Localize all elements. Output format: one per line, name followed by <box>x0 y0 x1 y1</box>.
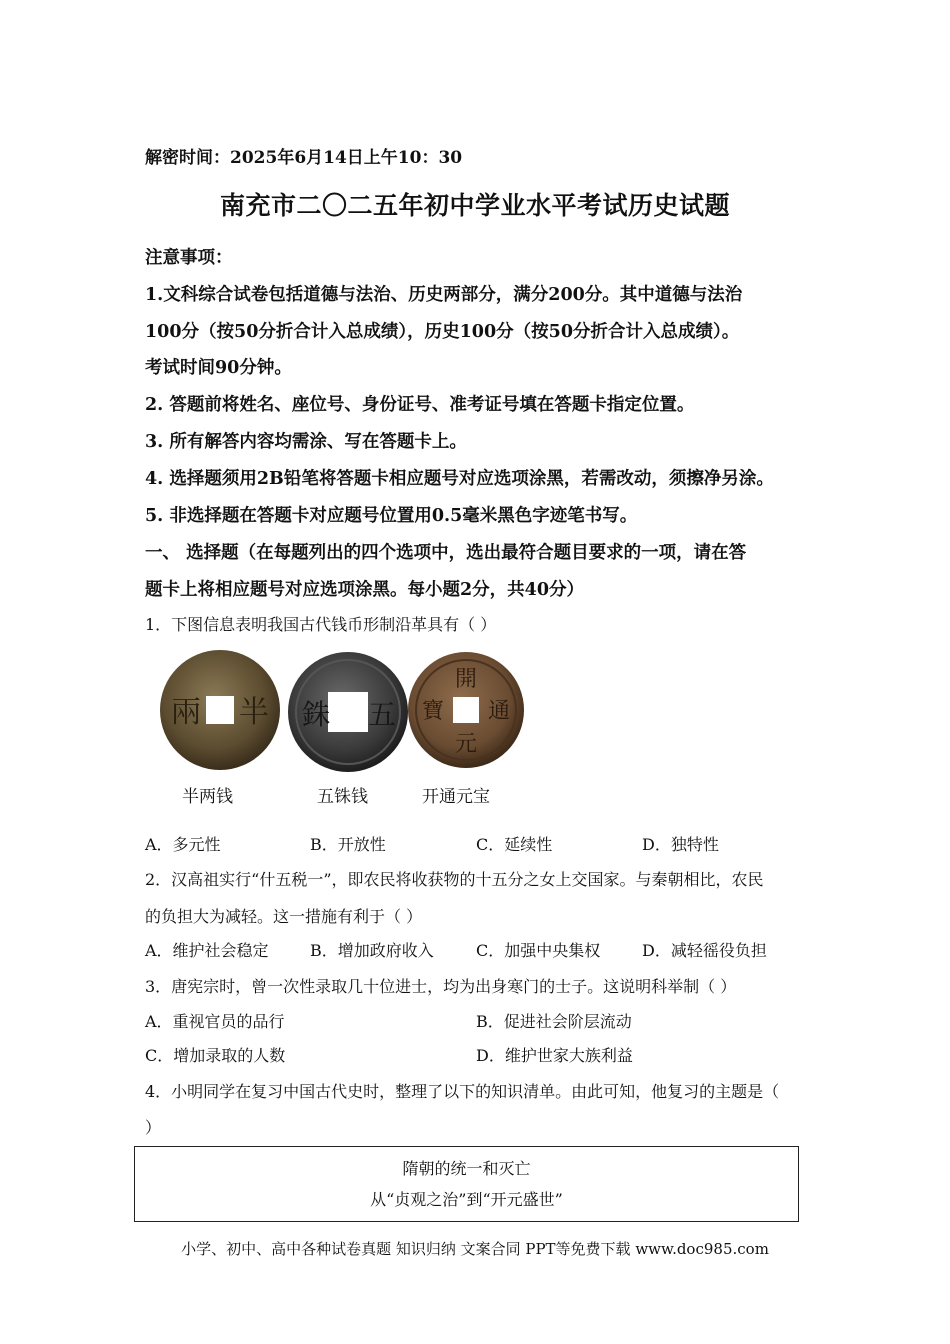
wuzhu-coin <box>288 652 408 772</box>
notice-line: 100分（按50分折合计入总成绩），历史100分（按50分折合计入总成绩）。 <box>145 322 740 342</box>
coin-char: 五 <box>367 698 397 731</box>
notice-heading: 注意事项： <box>145 248 233 268</box>
q3-option-a: A．重视官员的品行 <box>145 1012 285 1031</box>
coin-char: 通 <box>487 699 511 724</box>
coin-char: 開 <box>454 667 478 692</box>
decrypt-time: 解密时间：2025年6月14日上午10：30 <box>145 148 463 168</box>
page-title: 南充市二〇二五年初中学业水平考试历史试题 <box>219 191 730 220</box>
question-2-stem: 2．汉高祖实行“什五税一”，即农民将收获物的十五分之女上交国家。与秦朝相比，农民 <box>145 870 764 889</box>
question-3-stem: 3．唐宪宗时，曾一次性录取几十位进士，均为出身寒门的士子。这说明科举制（ ） <box>145 977 737 996</box>
section-heading: 一、 选择题（在每题列出的四个选项中，选出最符合题目要求的一项，请在答 <box>145 543 747 563</box>
q2-option-c: C．加强中央集权 <box>476 941 601 960</box>
notice-line: 3. 所有解答内容均需涂、写在答题卡上。 <box>145 432 467 452</box>
section-heading: 题卡上将相应题号对应选项涂黑。每小题2分，共40分） <box>145 580 585 600</box>
kaitong-yuanbao-coin <box>408 652 524 768</box>
question-1-stem: 1．下图信息表明我国古代钱币形制沿革具有（ ） <box>145 615 497 634</box>
q3-option-c: C．增加录取的人数 <box>145 1046 286 1065</box>
coin-char: 半 <box>239 695 269 730</box>
coin-label: 半两钱 <box>182 787 233 807</box>
q1-option-c: C．延续性 <box>476 835 553 854</box>
coin-char: 兩 <box>171 695 201 730</box>
knowledge-item: 从“贞观之治”到“开元盛世” <box>370 1190 563 1209</box>
notice-line: 考试时间90分钟。 <box>145 358 292 378</box>
q2-option-b: B．增加政府收入 <box>310 941 434 960</box>
banliang-coin <box>160 650 280 770</box>
coin-char: 元 <box>454 732 478 757</box>
page-footer: 小学、初中、高中各种试卷真题 知识归纳 文案合同 PPT等免费下载 www.doc985.com <box>181 1240 769 1258</box>
q2-option-a: A．维护社会稳定 <box>145 941 269 960</box>
notice-line: 4. 选择题须用2B铅笔将答题卡相应题号对应选项涂黑，若需改动，须擦净另涂。 <box>145 469 774 489</box>
q1-option-d: D．独特性 <box>642 835 719 854</box>
notice-line: 1.文科综合试卷包括道德与法治、历史两部分，满分200分。其中道德与法治 <box>145 285 743 305</box>
question-4-stem: ） <box>145 1118 162 1137</box>
q1-option-a: A．多元性 <box>145 835 221 854</box>
q1-option-b: B．开放性 <box>310 835 386 854</box>
coin-label: 五铢钱 <box>317 787 368 807</box>
notice-line: 5. 非选择题在答题卡对应题号位置用0.5毫米黑色字迹笔书写。 <box>145 506 638 526</box>
coin-char: 寶 <box>421 699 445 724</box>
question-2-stem: 的负担大为减轻。这一措施有利于（ ） <box>145 907 423 926</box>
coin-char: 銖 <box>301 698 331 731</box>
notice-line: 2. 答题前将姓名、座位号、身份证号、准考证号填在答题卡指定位置。 <box>145 395 695 415</box>
coin-label: 开通元宝 <box>422 787 490 807</box>
question-4-stem: 4．小明同学在复习中国古代史时，整理了以下的知识清单。由此可知，他复习的主题是（ <box>145 1082 780 1101</box>
knowledge-list-box <box>134 1146 799 1222</box>
knowledge-item: 隋朝的统一和灭亡 <box>402 1159 531 1178</box>
q3-option-b: B．促进社会阶层流动 <box>476 1012 632 1031</box>
q3-option-d: D．维护世家大族利益 <box>476 1046 633 1065</box>
q2-option-d: D．减轻徭役负担 <box>642 941 767 960</box>
